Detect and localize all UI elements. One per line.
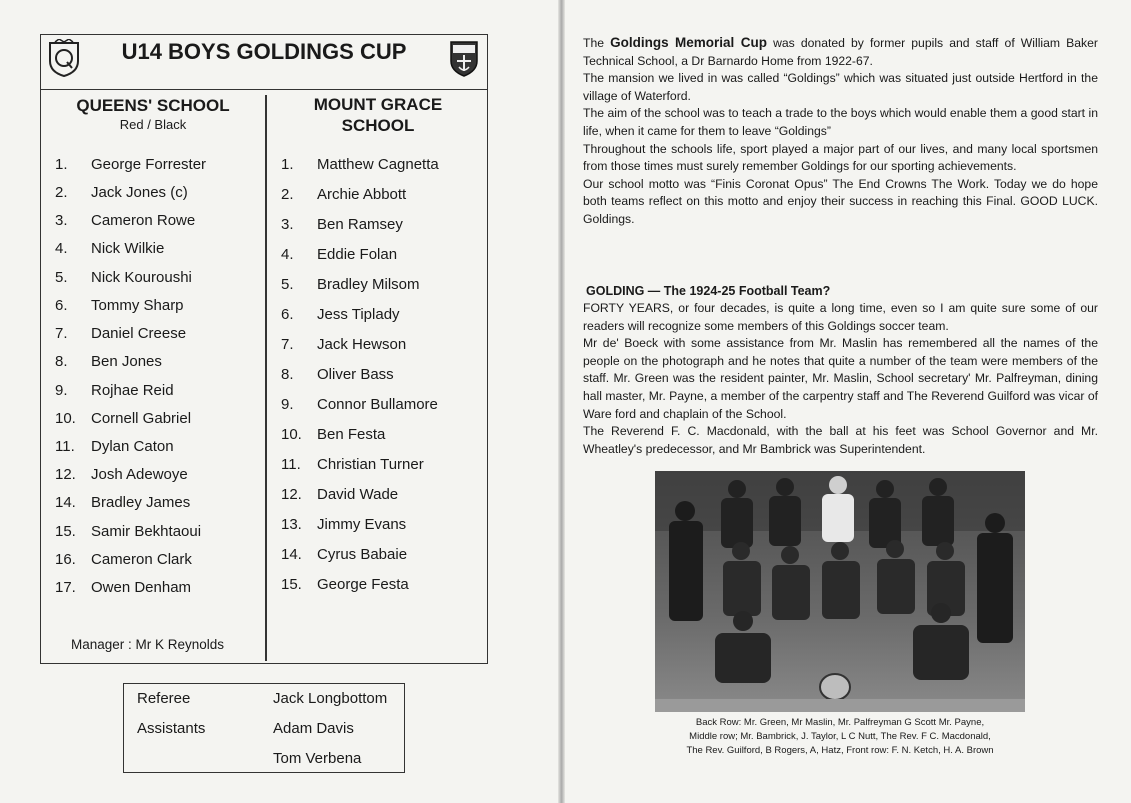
page-fold — [558, 0, 565, 803]
player-number: 12. — [281, 486, 302, 503]
player-name: Jack Jones (c) — [91, 184, 188, 201]
player-number: 1. — [55, 156, 68, 173]
player-number: 10. — [55, 410, 76, 427]
player-number: 5. — [281, 276, 294, 293]
player-row — [55, 438, 174, 455]
article-text — [583, 300, 1098, 458]
player-row — [55, 240, 164, 257]
team-manager: Manager : Mr K Reynolds — [71, 637, 225, 652]
player-row — [281, 366, 394, 383]
team-name-line: SCHOOL — [341, 116, 415, 135]
player-name: Ben Festa — [317, 426, 386, 443]
player-number: 9. — [281, 396, 294, 413]
player-row — [281, 486, 398, 503]
column-divider — [265, 95, 267, 661]
intro-paragraph: Our school motto was “Finis Coronat Opus” The End Crowns The Work. Today we do hope both teams reflect on this motto and enjoy their success in reaching this Final. GOOD LUCK. Goldings. — [583, 176, 1098, 226]
player-name: Cyrus Babaie — [317, 546, 408, 563]
queens-school-crest-icon — [47, 39, 81, 77]
player-row — [55, 494, 190, 511]
player-name: Jimmy Evans — [317, 516, 407, 533]
player-name: Dylan Caton — [91, 438, 174, 455]
player-row — [281, 576, 409, 593]
article-paragraph: The Reverend F. C. Macdonald, with the ball at his feet was School Governor and Mr. Wheatley's predecessor, and Mr Bambrick was Superintendent. — [583, 424, 1098, 456]
player-number: 8. — [55, 353, 68, 370]
assistant-name: Adam Davis — [273, 720, 354, 737]
cup-name: Goldings Memorial Cup — [610, 35, 768, 50]
player-row — [281, 456, 424, 473]
player-name: Josh Adewoye — [91, 466, 188, 483]
team-name-line: MOUNT GRACE — [313, 95, 443, 114]
player-name: Cameron Rowe — [91, 212, 196, 229]
player-name: George Festa — [317, 576, 409, 593]
player-number: 16. — [55, 551, 76, 568]
player-number: 2. — [55, 184, 68, 201]
assistant-name: Tom Verbena — [273, 750, 362, 767]
player-number: 6. — [281, 306, 294, 323]
player-row — [281, 336, 406, 353]
intro-paragraph: The mansion we lived in was called “Goldings” which was situated just outside Hertford in the village of Waterford. — [583, 71, 1098, 103]
player-number: 11. — [55, 438, 75, 455]
player-row — [55, 466, 188, 483]
player-row — [55, 212, 195, 229]
team-name-mount-grace — [267, 94, 489, 136]
player-name: Nick Wilkie — [91, 240, 165, 257]
player-name: Matthew Cagnetta — [317, 156, 439, 173]
player-number: 11. — [281, 456, 301, 473]
team-photograph — [655, 471, 1025, 712]
caption-line: The Rev. Guilford, B Rogers, A, Hatz, Front row: F. N. Ketch, H. A. Brown — [686, 745, 994, 756]
player-name: Tommy Sharp — [91, 297, 184, 314]
player-name: Rojhae Reid — [91, 382, 174, 399]
team-colours: Red / Black — [119, 117, 187, 132]
caption-line: Middle row; Mr. Bambrick, J. Taylor, L C Nutt, The Rev. F C. Macdonald, — [689, 731, 991, 742]
player-number: 5. — [55, 269, 68, 286]
player-row — [281, 306, 400, 323]
player-name: Nick Kouroushi — [91, 269, 192, 286]
player-row — [281, 156, 439, 173]
player-number: 7. — [55, 325, 68, 342]
player-name: Owen Denham — [91, 579, 192, 596]
article-heading: GOLDING — The 1924-25 Football Team? — [586, 284, 831, 298]
player-name: Archie Abbott — [317, 186, 407, 203]
assistants-label: Assistants — [137, 720, 206, 737]
player-row — [55, 523, 201, 540]
caption-line: Back Row: Mr. Green, Mr Maslin, Mr. Palfreyman G Scott Mr. Payne, — [695, 717, 985, 728]
player-name: Connor Bullamore — [317, 396, 438, 413]
intro-paragraph: The aim of the school was to teach a trade to the boys which would enable them a good start in life, when it came for them to leave “Goldings” — [583, 106, 1098, 138]
intro-lead-end: was donated by former pupils and staff of William Baker Technical School, a Dr Barnardo Home from 1922-67. — [583, 36, 1098, 68]
player-number: 14. — [55, 494, 76, 511]
player-number: 12. — [55, 466, 76, 483]
player-number: 7. — [281, 336, 294, 353]
player-name: Bradley Milsom — [317, 276, 420, 293]
article-paragraph: FORTY YEARS, or four decades, is quite a long time, even so I am quite sure some of our readers will recognize some members of this Goldings soccer team. — [583, 301, 1098, 333]
player-name: David Wade — [317, 486, 399, 503]
intro-lead — [583, 34, 1098, 70]
team-sheet-box — [40, 34, 488, 664]
referee-label: Referee — [137, 690, 191, 707]
player-row — [55, 297, 184, 314]
player-row — [281, 216, 403, 233]
mount-grace-crest-icon — [449, 39, 479, 77]
match-officials-box — [123, 683, 405, 773]
player-name: Cornell Gabriel — [91, 410, 192, 427]
intro-paragraph: Throughout the schools life, sport played a major part of our lives, and many local sportsmen from those times must surely remember Goldings for our sporting achievements. — [583, 141, 1098, 174]
player-name: Jack Hewson — [317, 336, 407, 353]
player-row — [55, 184, 188, 201]
player-number: 10. — [281, 426, 302, 443]
player-name: Eddie Folan — [317, 246, 398, 263]
intro-text — [583, 34, 1098, 229]
player-row — [281, 546, 407, 563]
player-row — [281, 186, 406, 203]
player-name: Oliver Bass — [317, 366, 394, 383]
player-name: George Forrester — [91, 156, 207, 173]
photo-caption — [640, 716, 1040, 758]
player-number: 6. — [55, 297, 68, 314]
player-number: 4. — [55, 240, 68, 257]
player-number: 17. — [55, 579, 76, 596]
player-name: Cameron Clark — [91, 551, 192, 568]
player-row — [281, 396, 438, 413]
player-number: 13. — [281, 516, 302, 533]
player-name: Christian Turner — [317, 456, 424, 473]
player-number: 9. — [55, 382, 68, 399]
player-row — [55, 269, 192, 286]
page-title: U14 BOYS GOLDINGS CUP — [121, 39, 407, 64]
player-row — [55, 382, 174, 399]
team-name-queens-school: QUEENS' SCHOOL — [76, 96, 230, 115]
player-row — [281, 246, 397, 263]
player-name: Bradley James — [91, 494, 191, 511]
player-number: 1. — [281, 156, 294, 173]
player-number: 2. — [281, 186, 294, 203]
player-number: 3. — [281, 216, 294, 233]
player-number: 14. — [281, 546, 302, 563]
player-name: Ben Jones — [91, 353, 162, 370]
player-name: Ben Ramsey — [317, 216, 403, 233]
player-row — [55, 579, 191, 596]
player-number: 15. — [55, 523, 76, 540]
player-row — [55, 325, 186, 342]
player-name: Samir Bekhtaoui — [91, 523, 202, 540]
player-row — [55, 353, 162, 370]
player-row — [55, 410, 191, 427]
article-paragraph: Mr de' Boeck with some assistance from Mr. Maslin has remembered all the names of the people on the photograph and he notes that quite a number of the team were members of the staff. Mr. Green was the resident painter, Mr. Maslin, School secretary' Mr. Palfreyman, dining hall master, Mr. Payne, a member of the carpentry staff and The Reverend Guilford was vicar of Ware ford and chaplain of the School. — [583, 336, 1098, 421]
player-row — [55, 551, 192, 568]
player-row — [281, 276, 420, 293]
player-number: 4. — [281, 246, 294, 263]
player-number: 15. — [281, 576, 302, 593]
player-name: Daniel Creese — [91, 325, 187, 342]
player-name: Jess Tiplady — [317, 306, 400, 323]
player-row — [281, 516, 406, 533]
player-row — [281, 426, 385, 443]
intro-lead-start: The — [583, 36, 611, 50]
player-row — [55, 156, 206, 173]
player-number: 3. — [55, 212, 68, 229]
player-number: 8. — [281, 366, 294, 383]
referee-name: Jack Longbottom — [273, 690, 388, 707]
team-sheet-header — [41, 35, 487, 90]
